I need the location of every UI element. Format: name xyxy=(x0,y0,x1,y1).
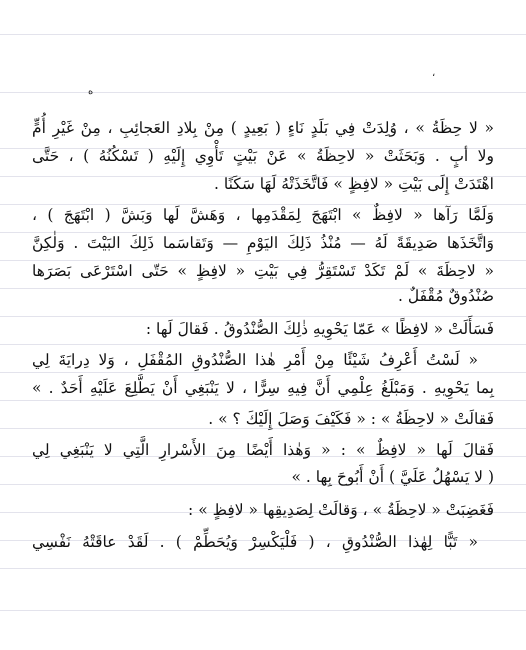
text-line: « لا حِظَةُ » ، وُلِدَتْ فِي بَلَدٍ نَاءٍ ( بَعِيدٍ ) مِنْ بِلادِ العَجائِبِ ، مِنْ غَيْرِ أُمٍّ xyxy=(32,119,494,137)
second-mark: ه xyxy=(88,86,94,97)
text-line: « تَبًّا لِهٰذا الصُّنْدُوقِ ، ( فَلْيَكْسِرْ وَيُحَطِّمْ ) . لَقَدْ عاقَتْهُ نَفْسِي xyxy=(32,533,478,551)
ruled-line xyxy=(0,400,526,401)
top-mark: ، xyxy=(432,68,436,79)
text-line: ولا أبٍ . وَبَحَثَتْ « لاحِظَةُ » عَنْ بَيْتٍ تَأْوِي إِلَيْهِ ( تَسْكُنُهُ ) ، حَتَّى xyxy=(32,147,494,165)
text-line: « لاحِظَةَ » لَمْ تَكَدْ تَسْتَقِرُّ فِي بَيْتِ « لافِظٍ » حَتّى اسْتَرْعَى بَصَرَها xyxy=(32,262,494,280)
ruled-line xyxy=(0,34,526,35)
text-line: صُنْدُوقٌ مُقْفَلٌ . xyxy=(398,287,494,305)
ruled-line xyxy=(0,316,526,317)
text-line: اهْتَدَتْ إِلَى بَيْتِ « لافِظٍ » فَاتَّخَذَتْهُ لَهَا سَكَنًا . xyxy=(214,175,494,193)
text-line: « لَسْتُ أَعْرِفُ شَيْئًا مِنْ أَمْرِ هٰذا الصُّنْدُوقِ المُقْفَلِ ، وَلا دِرايَةَ لِي xyxy=(32,351,478,369)
ruled-line xyxy=(0,568,526,569)
text-line: ( لا يَسْهُلُ عَلَيَّ ) أَنْ أَبُوحَ بِها . » xyxy=(291,468,494,486)
text-line: وَاتَّخَذَها صَدِيقَةً لَهُ — مُنْذُ ذَلِكَ اليَوْمِ — وَتَقاسَما ذَلِكَ البَيْتَ . وَلٰكِنَّ xyxy=(32,234,494,252)
text-line: فَقالَ لَها « لافِظٌ » : « وَهٰذا أَيْضًا مِنَ الأَسْرارِ الَّتِي لا يَنْبَغِي لِي xyxy=(32,441,494,459)
text-line: بِما يَحْوِيهِ . وَمَبْلَغُ عِلْمِي أَنَّ فِيهِ سِرًّا ، لا يَنْبَغِي أَنْ يَطَّلِعَ عَلَيْهِ أَحَدٌ . » xyxy=(32,379,494,397)
text-line: فَقالَتْ « لاحِظَةُ » : « فَكَيْفَ وَصَلَ إِلَيْكَ ؟ » . xyxy=(208,410,494,428)
ruled-line xyxy=(0,344,526,345)
text-line: وَلَمَّا رَآها « لافِظٌ » ابْتَهَجَ لِمَقْدَمِها ، وَهَشَّ لَها وَبَشَّ ( ابْتَهَجَ ) ، xyxy=(32,206,494,224)
ruled-line xyxy=(0,92,526,93)
ruled-line xyxy=(0,610,526,611)
text-line: فَغَضِبَتْ « لاحِظَةُ » ، وَقالَتْ لِصَدِيقِها « لافِظٍ » : xyxy=(188,501,494,519)
text-line: فَسَأَلَتْ « لافِظًا » عَمّا يَحْوِيهِ ذٰلِكَ الصُّنْدُوقُ . فَقالَ لَها : xyxy=(145,320,494,338)
ruled-line xyxy=(0,372,526,373)
